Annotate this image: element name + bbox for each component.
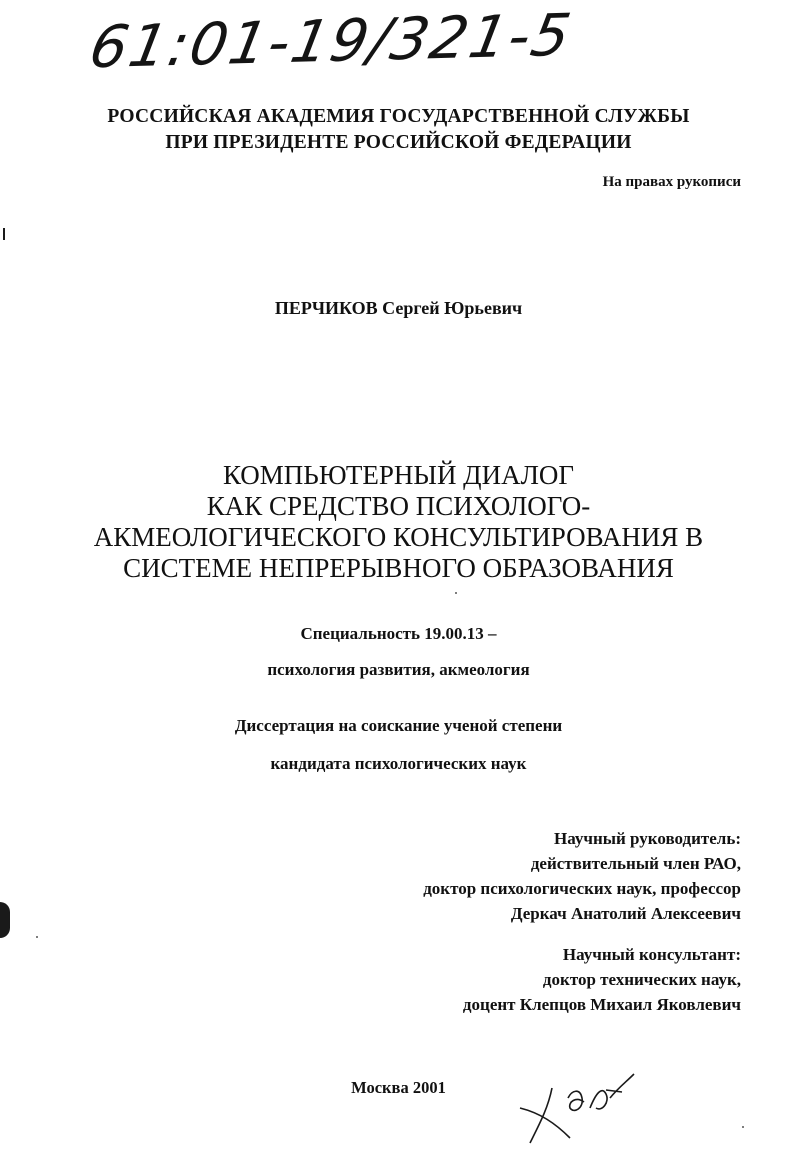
consultant-line: доцент Клепцов Михаил Яковлевич	[462, 995, 741, 1014]
manuscript-rights-note: На правах рукописи	[602, 174, 741, 190]
handwritten-signature	[510, 1068, 660, 1148]
scan-artifact	[3, 228, 5, 240]
title-line: СИСТЕМЕ НЕПРЕРЫВНОГО ОБРАЗОВАНИЯ	[123, 553, 674, 583]
supervisor-line: доктор психологических наук, профессор	[423, 879, 741, 898]
specialty-code: Специальность 19.00.13 –	[300, 624, 497, 643]
supervisor-line: Деркач Анатолий Алексеевич	[510, 904, 741, 923]
city-and-year: Москва 2001	[351, 1078, 446, 1097]
scan-artifact	[36, 936, 38, 938]
specialty-name: психология развития, акмеология	[267, 660, 530, 679]
scan-artifact	[455, 592, 457, 594]
dissertation-title	[0, 460, 797, 584]
organization-line: ПРИ ПРЕЗИДЕНТЕ РОССИЙСКОЙ ФЕДЕРАЦИИ	[165, 132, 632, 153]
scientific-supervisor	[423, 826, 741, 926]
degree-statement: Диссертация на соискание ученой степени	[234, 716, 563, 735]
title-line: АКМЕОЛОГИЧЕСКОГО КОНСУЛЬТИРОВАНИЯ В	[93, 522, 704, 552]
title-line: КОМПЬЮТЕРНЫЙ ДИАЛОГ	[222, 460, 575, 490]
author-given-names: Сергей Юрьевич	[382, 298, 523, 318]
scientific-consultant	[463, 942, 741, 1017]
consultant-line: доктор технических наук,	[542, 970, 741, 989]
consultant-line: Научный консультант:	[562, 945, 741, 964]
scan-artifact	[742, 1126, 744, 1128]
organization-line: РОССИЙСКАЯ АКАДЕМИЯ ГОСУДАРСТВЕННОЙ СЛУЖБЫ	[107, 106, 690, 127]
author-surname: ПЕРЧИКОВ	[274, 298, 378, 318]
organization-name	[0, 104, 797, 156]
handwritten-archive-code: 61:01-19/321-5	[84, 0, 578, 82]
supervisor-line: Научный руководитель:	[554, 829, 741, 848]
title-line: КАК СРЕДСТВО ПСИХОЛОГО-	[206, 491, 591, 521]
supervisor-line: действительный член РАО,	[530, 854, 741, 873]
author-name	[0, 298, 797, 319]
degree-name: кандидата психологических наук	[270, 754, 527, 773]
scan-artifact	[0, 902, 10, 938]
